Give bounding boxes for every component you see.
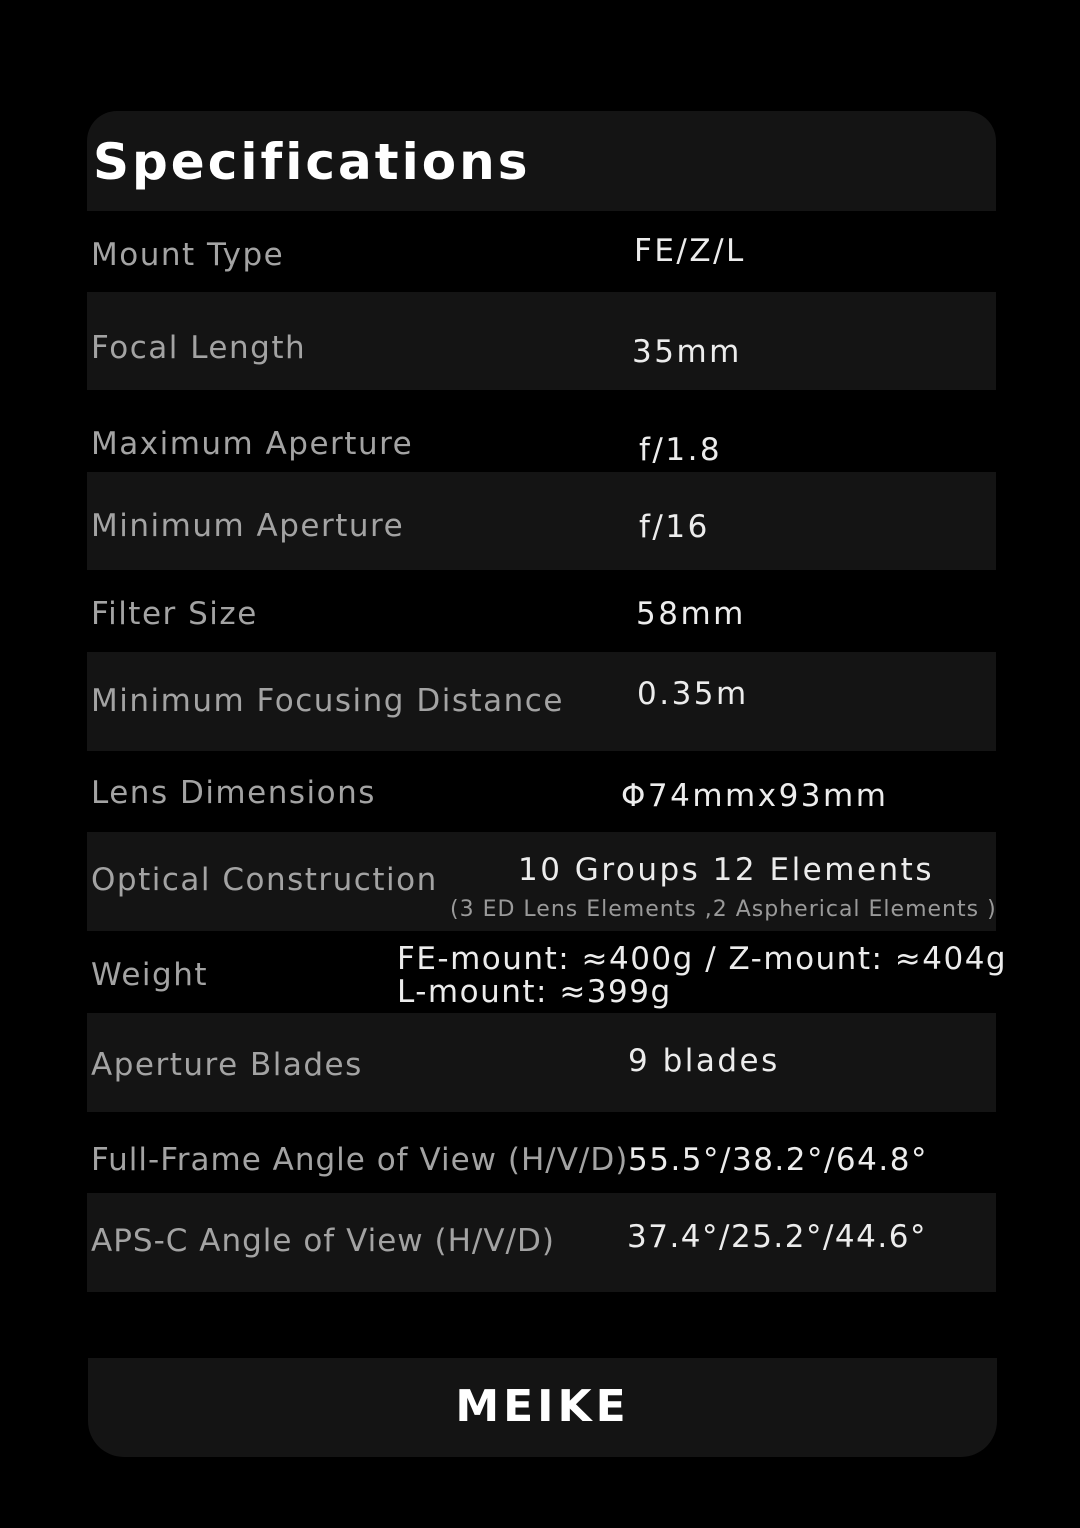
spec-row-full-frame-angle-of-view [87,1112,996,1193]
spec-row-aps-c-angle-of-view [87,1193,996,1292]
spec-row-optical-construction [87,832,996,931]
spec-row-filter-size [87,570,996,652]
spec-value: f/1.8 [639,432,723,468]
spec-label: Lens Dimensions [91,775,376,811]
spec-row-lens-dimensions [87,751,996,832]
specifications-header [87,111,996,211]
spec-label: Minimum Focusing Distance [91,683,564,719]
spec-value: 9 blades [628,1043,780,1079]
spec-value: FE/Z/L [634,233,746,269]
spec-value: Φ74mmx93mm [621,778,889,814]
specifications-card [87,111,1008,1292]
spec-subvalue: (3 ED Lens Elements ,2 Aspherical Elements ) [450,897,997,922]
spec-label: Full-Frame Angle of View (H/V/D) [91,1142,629,1178]
spec-row-aperture-blades [87,1013,996,1112]
spec-value: FE-mount: ≈400g / Z-mount: ≈404g [397,941,1008,977]
spec-value: 10 Groups 12 Elements [518,852,934,888]
spec-row-focal-length [87,292,996,390]
page-title: Specifications [93,133,531,191]
spec-label: Aperture Blades [91,1047,363,1083]
spec-value: 58mm [636,596,746,632]
spec-row-minimum-focusing-distance [87,652,996,751]
spec-label: APS-C Angle of View (H/V/D) [91,1223,555,1259]
spec-value: 37.4°/25.2°/44.6° [627,1219,927,1255]
spec-label: Filter Size [91,596,258,632]
spec-row-minimum-aperture [87,472,996,570]
spec-label: Mount Type [91,237,285,273]
brand-footer [88,1358,997,1457]
brand-logo: MEIKE [455,1381,630,1432]
spec-row-maximum-aperture [87,390,996,472]
spec-row-weight [87,931,1008,1013]
spec-row-mount-type [87,211,996,292]
spec-label: Optical Construction [91,862,438,898]
spec-label: Maximum Aperture [91,426,414,462]
spec-label: Weight [91,957,209,993]
spec-label: Minimum Aperture [91,508,405,544]
spec-value: 35mm [632,334,742,370]
spec-value: f/16 [639,509,710,545]
spec-value: 0.35m [637,676,749,712]
spec-label: Focal Length [91,330,307,366]
spec-value: 55.5°/38.2°/64.8° [628,1142,928,1178]
spec-value-line2: L-mount: ≈399g [397,974,672,1010]
